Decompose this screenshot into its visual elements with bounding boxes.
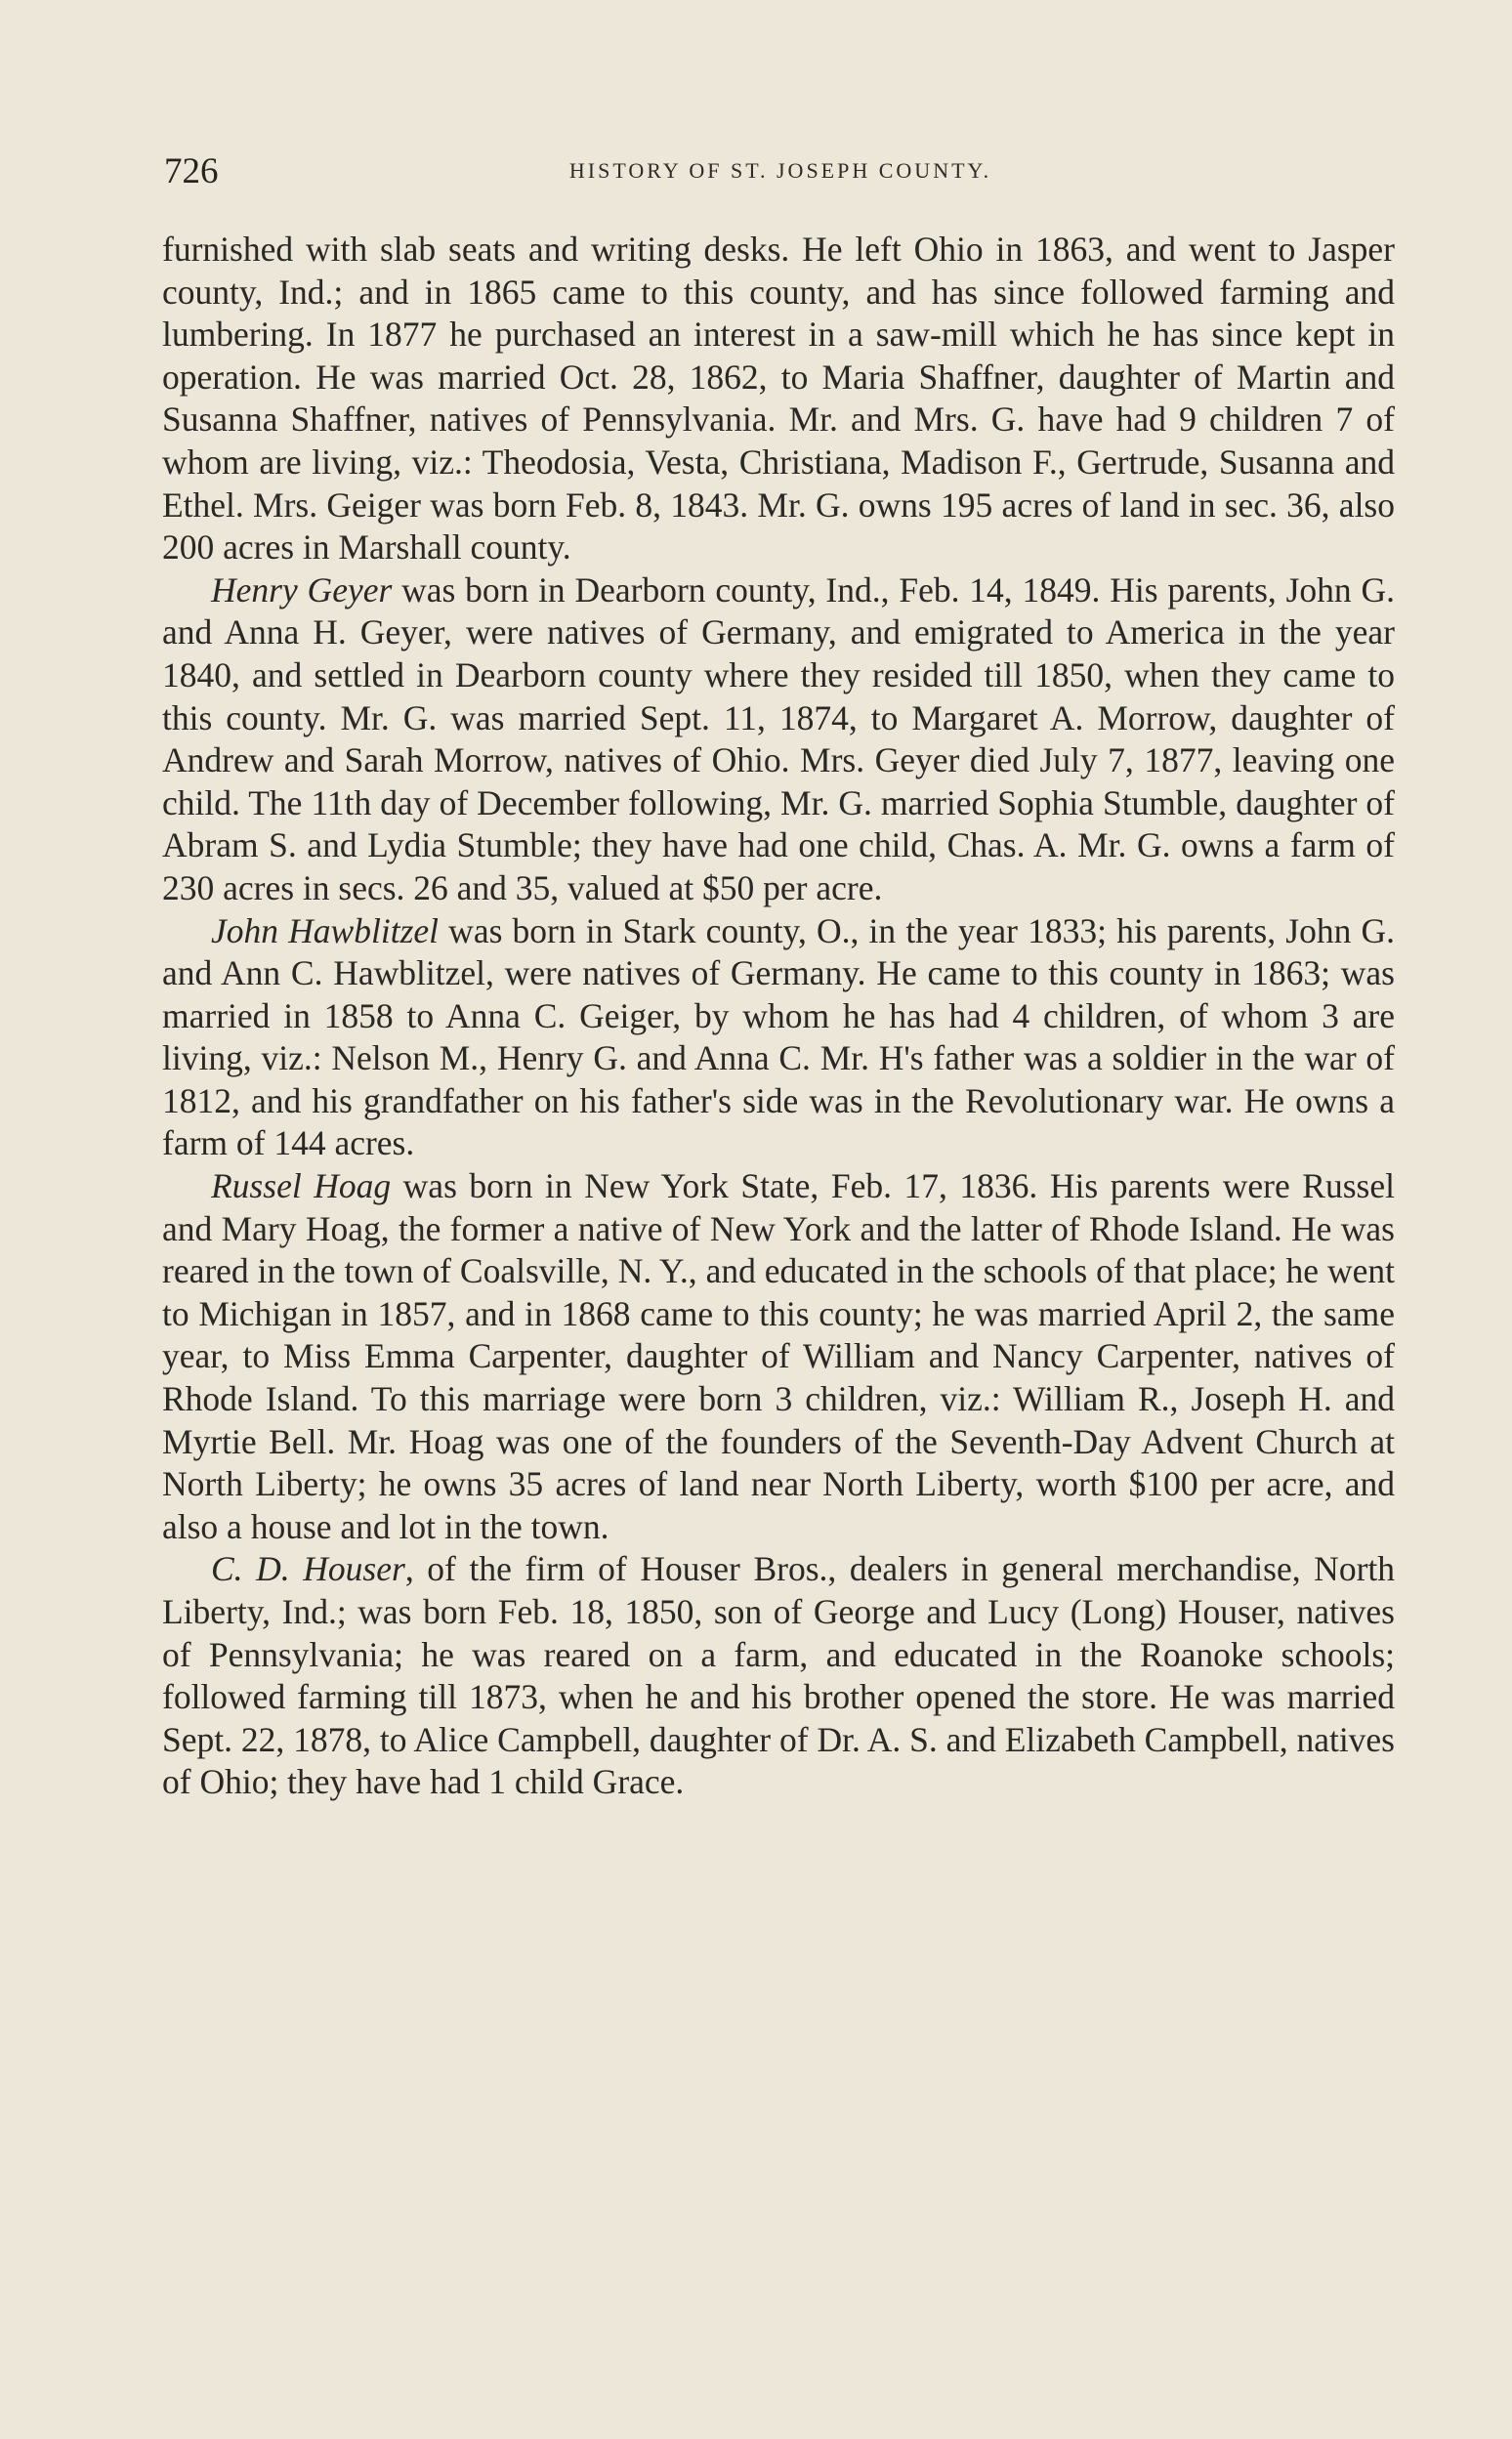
entry-name: C. D. Houser: [211, 1549, 405, 1589]
entry-text: was born in New York State, Feb. 17, 1836. His parents were Russel and Mary Hoag, the former a native of New York and the latter of Rhode Island. He was reared in the town of Coalsville, N. Y., and educated in the schools of that place; he went to Michigan in 1857, and in 1868 came to this county; he was married April 2, the same year, to Miss Emma Carpenter, daughter of William and Nancy Carpenter, natives of Rhode Island. To this marriage were born 3 children, viz.: William R., Joseph H. and Myrtie Bell. Mr. Hoag was one of the founders of the Seventh-Day Advent Church at North Liberty; he owns 35 acres of land near North Liberty, worth $100 per acre, and also a house and lot in the town.: [162, 1166, 1395, 1546]
entry-henry-geyer: [162, 569, 1395, 910]
entry-text: , of the firm of Houser Bros., dealers in general merchandise, North Liberty, Ind.; was born Feb. 18, 1850, son of George and Lucy (Long) Houser, natives of Pennsylvania; he was reared on a farm, and educated in the Roanoke schools; followed farming till 1873, when he and his brother opened the store. He was married Sept. 22, 1878, to Alice Campbell, daughter of Dr. A. S. and Elizabeth Campbell, natives of Ohio; they have had 1 child Grace.: [162, 1549, 1396, 1802]
entry-russel-hoag: [162, 1165, 1395, 1548]
page-header: [164, 152, 1397, 191]
running-title: HISTORY OF ST. JOSEPH COUNTY.: [568, 158, 992, 183]
entry-name: Russel Hoag: [211, 1166, 392, 1206]
body-text: [162, 229, 1395, 1804]
page-number: 726: [164, 151, 219, 191]
entry-cd-houser: [162, 1548, 1395, 1804]
entry-name: John Hawblitzel: [211, 910, 440, 950]
entry-name: Henry Geyer: [211, 569, 393, 610]
paragraph-text: furnished with slab seats and writing desks. He left Ohio in 1863, and went to Jasper county, Ind.; and in 1865 came to this county, and has since followed farming and lumbering. In 1877 he purchased an interest in a saw-mill which he has since kept in operation. He was married Oct. 28, 1862, to Maria Shaffner, daughter of Martin and Susanna Shaffner, natives of Pennsylvania. Mr. and Mrs. G. have had 9 children 7 of whom are living, viz.: Theodosia, Vesta, Christiana, Madison F., Gertrude, Susanna and Ethel. Mrs. Geiger was born Feb. 8, 1843. Mr. G. owns 195 acres of land in sec. 36, also 200 acres in Marshall county.: [162, 230, 1395, 568]
paragraph-continuation: [162, 229, 1395, 569]
entry-text: was born in Dearborn county, Ind., Feb. 14, 1849. His parents, John G. and Anna H. Geyer, were natives of Germany, and emigrated to America in the year 1840, and settled in Dearborn county where they resided till 1850, when they came to this county. Mr. G. was married Sept. 11, 1874, to Margaret A. Morrow, daughter of Andrew and Sarah Morrow, natives of Ohio. Mrs. Geyer died July 7, 1877, leaving one child. The 11th day of December following, Mr. G. married Sophia Stumble, daughter of Abram S. and Lydia Stumble; they have had one child, Chas. A. Mr. G. owns a farm of 230 acres in secs. 26 and 35, valued at $50 per acre.: [162, 569, 1396, 907]
entry-text: was born in Stark county, O., in the year 1833; his parents, John G. and Ann C. Hawblitzel, were natives of Germany. He came to this county in 1863; was married in 1858 to Anna C. Geiger, by whom he has had 4 children, of whom 3 are living, viz.: Nelson M., Henry G. and Anna C. Mr. H's father was a soldier in the war of 1812, and his grandfather on his father's side was in the Revolutionary war. He owns a farm of 144 acres.: [162, 910, 1395, 1163]
entry-john-hawblitzel: [162, 910, 1395, 1166]
